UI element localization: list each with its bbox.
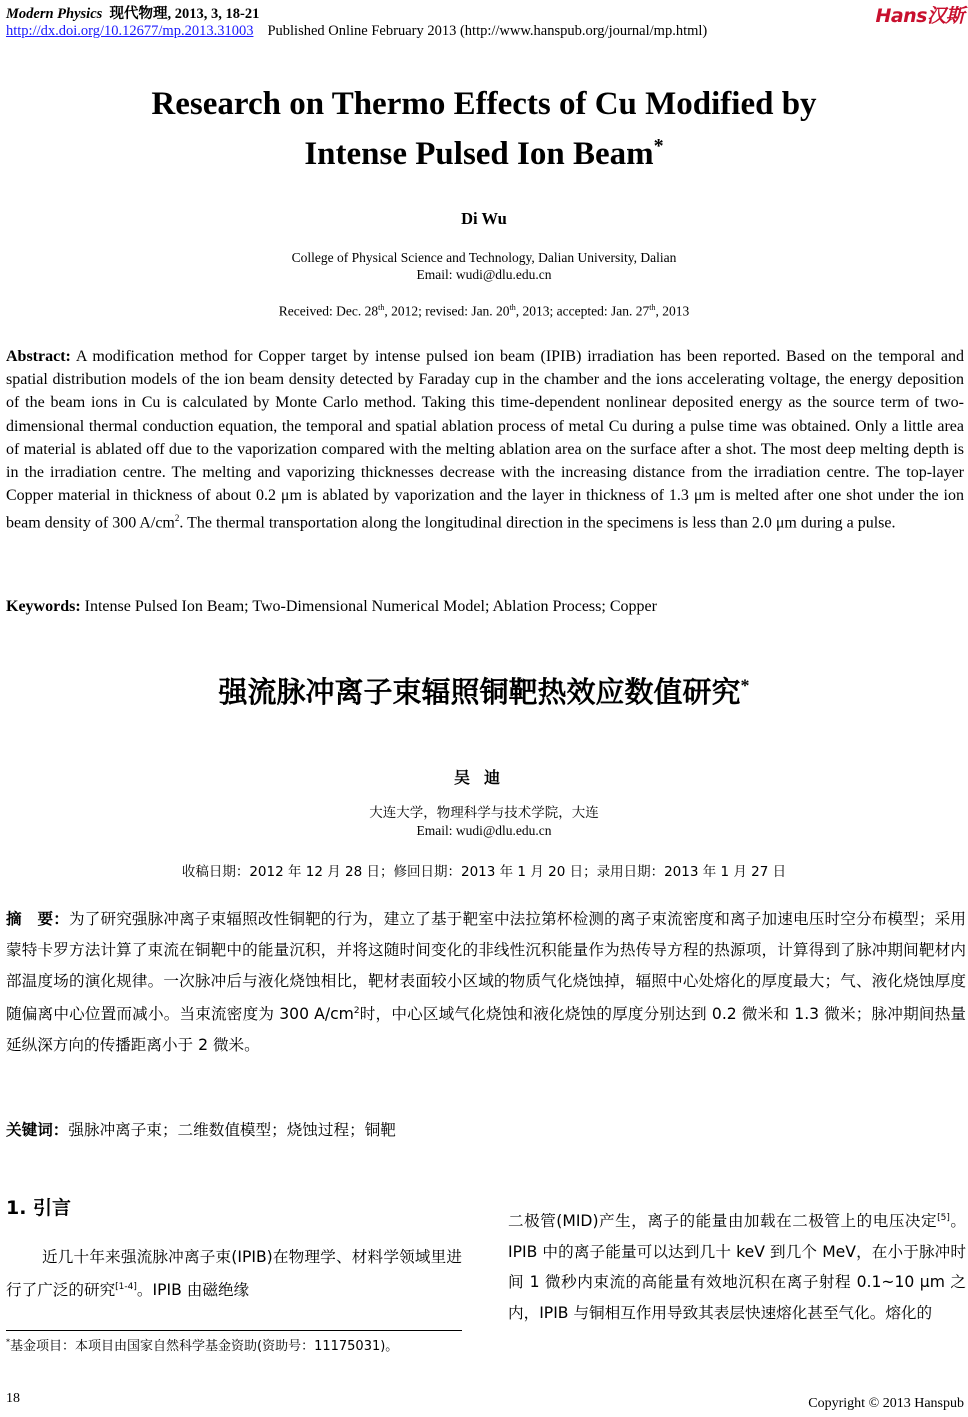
- footnote: [6, 1335, 398, 1354]
- abstract-sup: 2: [174, 513, 180, 524]
- abstract-label: Abstract:: [6, 348, 71, 365]
- cn-abstract-label: 摘 要：: [6, 910, 69, 928]
- cn-author: 吴迪: [453, 768, 514, 787]
- intro-left-column: [6, 1242, 462, 1305]
- footnote-rule: [6, 1330, 462, 1331]
- abstract: [6, 345, 964, 535]
- cn-title-text: 强流脉冲离子束辐照铜靶热效应数值研究: [218, 675, 741, 709]
- cn-affiliation: 大连大学，物理科学与技术学院，大连: [369, 805, 599, 821]
- accepted-year: , 2013: [655, 303, 690, 319]
- hans-logo: Hans汉斯: [875, 5, 964, 27]
- title-line-2: Intense Pulsed Ion Beam: [304, 136, 654, 172]
- affiliation-block: [0, 249, 968, 283]
- cn-email: Email: wudi@dlu.edu.cn: [416, 823, 552, 838]
- paper-title: [0, 83, 968, 175]
- footnote-mark: *: [6, 1337, 10, 1347]
- abstract-text-1: A modification method for Copper target by intense pulsed ion beam (IPIB) irradiation has been reported. Based on the temporal and spatial distribution models of the ion beam density detected by Faraday cup in the chamber and the ions accelerating voltage, the energy deposition of the beam ions in Cu is calculated by Monte Carlo method. Taking this time-dependent nonlinear deposited energy as the source term of two-dimensional thermal conduction equation, the temporal and spatial ablation process of metal Cu during a pulse time was obtained. Only a little area of material is ablated off due to the vaporization compared with the melting ablation area on the surface after a shot. The most deep melting depth is in the irradiation centre. The melting and vaporizing thicknesses decrease with the increasing distance from the irradiation centre. The top-layer Copper material in thickness of about 0.2 μm is ablated by vaporization and the layer in thickness of 1.3 μm is melted after one shot under the ion beam density of 300 A/cm: [6, 348, 964, 532]
- cn-abstract-text-1: 为了研究强脉冲离子束辐照改性铜靶的行为，建立了基于靶室中法拉第杯检测的离子束流密度和离子加速电压时空分布模型；采用蒙特卡罗方法计算了束流在铜靶中的能量沉积，并将这随时间变化的非线性沉积能量作为热传导方程的热源项，计算得到了脉冲期间靶材内部温度场的演化规律。一次脉冲后与液化烧蚀相比，靶材表面较小区域的物质气化烧蚀掉，辐照中心处熔化的厚度最大；气、液化烧蚀厚度随偏离中心位置而减小。当束流密度为 300 A/cm: [6, 910, 966, 1024]
- cn-abstract-sup: 2: [353, 1006, 360, 1017]
- published-online: Published Online February 2013 (http://www.hanspub.org/journal/mp.html): [267, 23, 708, 39]
- cn-affiliation-block: [0, 804, 968, 840]
- accepted-label: , 2013; accepted: Jan. 27: [515, 303, 650, 319]
- journal-volume: 现代物理, 2013, 3, 18-21: [109, 6, 260, 22]
- intro-left-text-2: 。IPIB 由磁绝缘: [136, 1281, 250, 1300]
- footnote-text: 基金项目：本项目由国家自然科学基金资助(资助号：11175031)。: [10, 1339, 399, 1354]
- title-line-1: Research on Thermo Effects of Cu Modified by: [151, 86, 817, 122]
- cn-title: [0, 670, 968, 711]
- abstract-text-2: . The thermal transportation along the longitudinal direction in the specimens is less than 2.0 μm during a pulse.: [179, 514, 896, 532]
- journal-name: Modern Physics: [6, 6, 103, 22]
- intro-left-text-1: 近几十年来强流脉冲离子束(IPIB)在物理学、材料学领域里进行了广泛的研究: [6, 1248, 462, 1300]
- received-label: Received: Dec. 28: [278, 303, 379, 319]
- section-heading: 1. 引言: [6, 1197, 72, 1219]
- title-footnote-mark: *: [653, 135, 664, 157]
- cn-keywords-label: 关键词：: [6, 1121, 69, 1139]
- keywords-label: Keywords:: [6, 598, 81, 615]
- doi-link[interactable]: http://dx.doi.org/10.12677/mp.2013.31003: [6, 23, 254, 39]
- revised-sup: th: [509, 303, 516, 312]
- dates: [0, 303, 968, 320]
- citation-5[interactable]: [5]: [937, 1213, 950, 1223]
- cn-dates: 收稿日期：2012 年 12 月 28 日；修回日期：2013 年 1 月 20 日；录用日期：2013 年 1 月 27 日: [181, 864, 787, 880]
- keywords-text: Intense Pulsed Ion Beam; Two-Dimensional Numerical Model; Ablation Process; Copper: [80, 598, 657, 615]
- revised-label: , 2012; revised: Jan. 20: [384, 303, 510, 319]
- accepted-sup: th: [649, 303, 656, 312]
- citation-1-4[interactable]: [1-4]: [115, 1282, 137, 1292]
- cn-keywords: [6, 1118, 396, 1140]
- intro-right-text-1: 二极管(MID)产生，离子的能量由加载在二极管上的电压决定: [508, 1212, 938, 1231]
- cn-abstract: [6, 904, 966, 1061]
- cn-title-mark: *: [740, 675, 750, 696]
- keywords: [6, 598, 657, 616]
- intro-right-column: [508, 1203, 966, 1328]
- email: Email: wudi@dlu.edu.cn: [416, 267, 552, 282]
- doi-line: [6, 23, 707, 40]
- affiliation: College of Physical Science and Technology, Dalian University, Dalian: [291, 250, 677, 265]
- copyright: Copyright © 2013 Hanspub: [808, 1396, 964, 1411]
- intro-right-text-2: 。IPIB 中的离子能量可以达到几十 keV 到几个 MeV，在小于脉冲时间 1 微秒内束流的高能量有效地沉积在离子射程 0.1~10 μm 之内，IPIB 与铜相互作用导致其表层快速熔化甚至气化。熔化的: [508, 1212, 966, 1322]
- received-sup: th: [378, 303, 385, 312]
- cn-abstract-text-2: 时，中心区域气化烧蚀和液化烧蚀的厚度分别达到 0.2 微米和 1.3 微米；脉冲期间热量延纵深方向的传播距离小于 2 微米。: [6, 1005, 966, 1055]
- journal-info: [6, 2, 259, 23]
- page-number: 18: [6, 1391, 20, 1406]
- cn-keywords-text: 强脉冲离子束；二维数值模型；烧蚀过程；铜靶: [68, 1121, 396, 1139]
- author: Di Wu: [461, 209, 507, 228]
